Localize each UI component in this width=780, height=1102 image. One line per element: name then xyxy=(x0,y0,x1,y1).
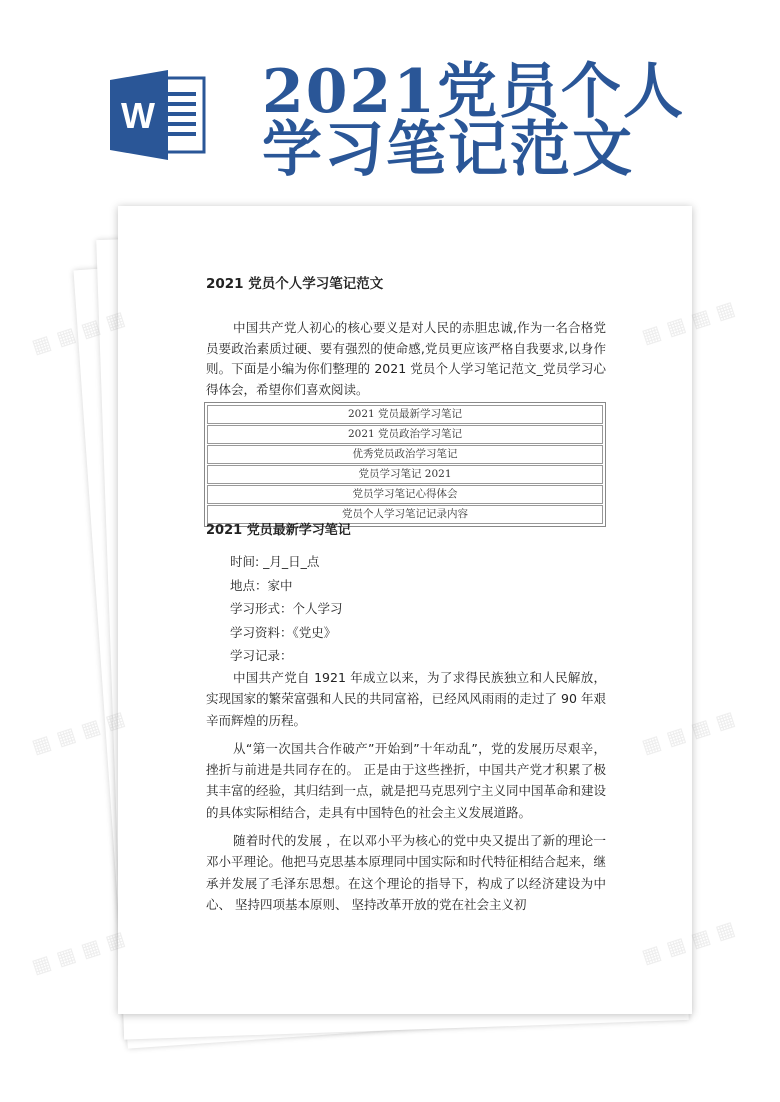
header xyxy=(0,0,780,200)
watermark: ▦ ▦ xyxy=(687,915,738,953)
watermark: ▦ ▦ xyxy=(687,705,738,743)
toc-link[interactable]: 2021 党员政治学习笔记 xyxy=(207,425,603,444)
field-place: 地点：家中 xyxy=(230,577,293,593)
document-page xyxy=(118,206,692,1014)
study-fields xyxy=(230,550,343,668)
banner-title-line-1: 2021党员个人 xyxy=(262,57,685,127)
table-of-contents xyxy=(204,402,606,527)
watermark: ▦ ▦ ▦ ▦ xyxy=(28,705,128,759)
body-paragraph: 从“第一次国共合作破产”开始到”十年动乱”，党的发展历尽艰辛，挫折与前进是共同存在的。 正是由于这些挫折，中国共产党才积累了极其丰富的经验，其归结到一点，就是把马克思列宁主义同中国革命和建设的具体实际相结合，走具有中国特色的社会主义发展道路。 xyxy=(206,740,607,820)
toc-link[interactable]: 优秀党员政治学习笔记 xyxy=(207,445,603,464)
toc-link[interactable]: 党员学习笔记 2021 xyxy=(207,465,603,484)
body-text xyxy=(206,667,606,922)
body-paragraph: 随着时代的发展 ，在以邓小平为核心的党中央又提出了新的理论一邓小平理论。他把马克思基本原理同中国实际和时代特征相结合起来，继承并发展了毛泽东思想。在这个理论的指导下，构成了以经济建设为中心、 坚持四项基本原则、 坚持改革开放的党在社会主义初 xyxy=(206,833,607,912)
field-time: 时间: _月_日_点 xyxy=(230,554,320,569)
toc-link[interactable]: 2021 党员最新学习笔记 xyxy=(207,405,603,424)
word-logo-icon xyxy=(110,68,206,162)
toc-link[interactable]: 党员个人学习笔记记录内容 xyxy=(207,505,603,524)
body-paragraph: 中国共产党自 1921 年成立以来，为了求得民族独立和人民解放，实现国家的繁荣富强和人民的共同富裕，已经风风雨雨的走过了 90 年艰辛而辉煌的历程。 xyxy=(206,670,606,728)
banner-title-line-2: 学习笔记范文 xyxy=(262,115,634,185)
document-title: 2021 党员个人学习笔记范文 xyxy=(206,276,384,292)
logo-letter: W xyxy=(121,95,155,136)
section-title: 2021 党员最新学习笔记 xyxy=(206,523,351,538)
toc-link[interactable]: 党员学习笔记心得体会 xyxy=(207,485,603,504)
intro-paragraph: 中国共产党人初心的核心要义是对人民的赤胆忠诚,作为一名合格党员要政治素质过硬、要有强烈的使命感,党员更应该严格自我要求,以身作则。下面是小编为你们整理的 2021 党员个人学习笔记范文_党员学习心得体会，希望你们喜欢阅读。 xyxy=(206,320,606,397)
field-record: 学习记录： xyxy=(230,648,293,663)
watermark: ▦ ▦ xyxy=(687,295,738,333)
field-material: 学习资料：《党史》 xyxy=(230,624,337,640)
watermark: ▦ ▦ ▦ ▦ xyxy=(28,925,128,979)
watermark: ▦ ▦ xyxy=(28,321,79,359)
field-form: 学习形式：个人学习 xyxy=(230,601,343,616)
